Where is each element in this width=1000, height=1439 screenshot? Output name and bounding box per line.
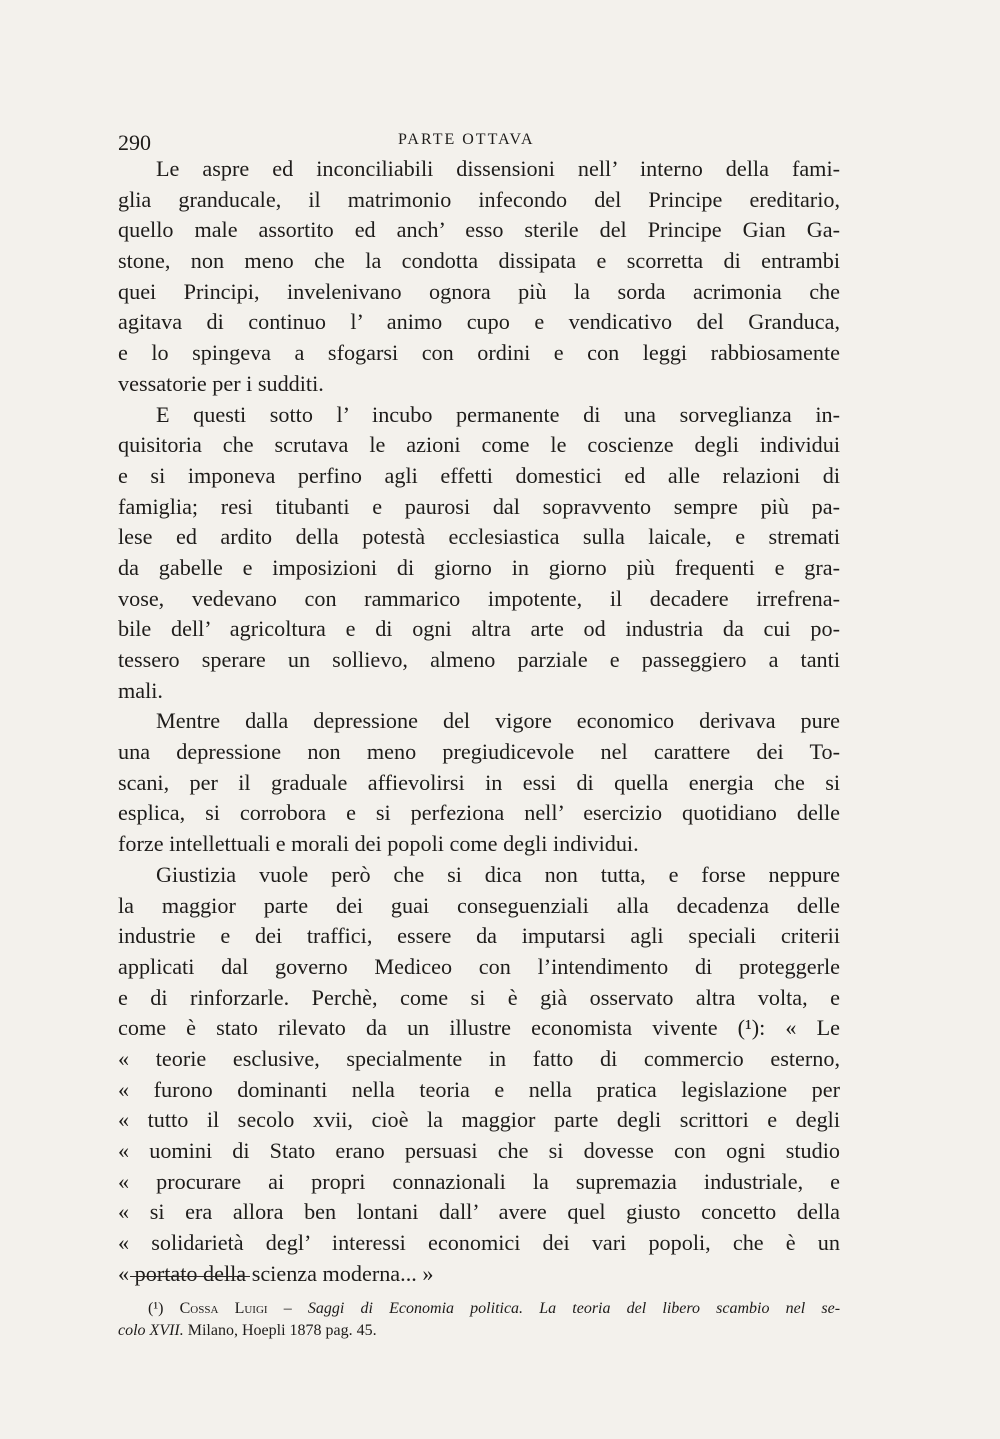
footnote-author: Cossa Luigi [179,1300,268,1317]
text-line: e si imponeva perfino agli effetti domestici ed alle relazioni di [118,462,840,488]
footnote [118,1298,840,1342]
footnote-publisher: Milano, Hoepli 1878 pag. 45. [187,1322,377,1339]
text-line: bile dell’ agricoltura e di ogni altra arte od industria da cui po- [118,616,840,642]
text-line: esplica, si corrobora e si perfeziona nell’ esercizio quotidiano delle [118,800,840,826]
text-line: industrie e dei traffici, essere da imputarsi agli speciali criterii [118,923,840,949]
text-line: mali. [118,677,163,703]
text-line: e di rinforzarle. Perchè, come si è già osservato altra volta, e [118,984,840,1010]
text-line: forze intellettuali e morali dei popoli come degli individui. [118,831,639,857]
text-line: « procurare ai propri connazionali la supremazia industriale, e [118,1168,840,1194]
body-text [118,154,840,1289]
footnote-line [118,1320,840,1342]
text-line: lese ed ardito della potestà ecclesiastica sulla laicale, e stremati [118,524,840,550]
footnote-rule [130,1276,250,1277]
text-line: stone, non meno che la condotta dissipata e scorretta di entrambi [118,248,840,274]
footnote-dash: – [283,1300,292,1317]
text-line: E questi sotto l’ incubo permanente di una sorveglianza in- [156,401,840,427]
text-line: vessatorie per i sudditi. [118,370,324,396]
text-line: glia granducale, il matrimonio infecondo del Principe ereditario, [118,186,840,212]
text-line: famiglia; resi titubanti e paurosi dal sopravvento sempre più pa- [118,493,840,519]
text-line: e lo spingeva a sfogarsi con ordini e con leggi rabbiosamente [118,340,840,366]
text-line: vose, vedevano con rammarico impotente, il decadere irrefrena- [118,585,840,611]
text-line: quello male assortito ed anch’ esso sterile del Principe Gian Ga- [118,217,840,243]
text-line: Le aspre ed inconciliabili dissensioni nell’ interno della fami- [156,156,840,181]
page-number: 290 [118,130,151,155]
text-line: « portato della scienza moderna... » [118,1260,434,1286]
text-line: come è stato rilevato da un illustre economista vivente (¹): « Le [118,1015,840,1041]
text-line: « uomini di Stato erano persuasi che si dovesse con ogni studio [118,1138,840,1163]
text-line: da gabelle e imposizioni di giorno in giorno più frequenti e gra- [118,554,840,580]
text-line: Giustizia vuole però che si dica non tutta, e forse neppure [156,861,840,887]
text-line: quei Principi, invelenivano ognora più la sorda acrimonia che [118,278,840,304]
text-line: agitava di continuo l’ animo cupo e vendicativo del Granduca, [118,309,840,335]
footnote-title: Saggi di Economia politica. La teoria del libero scambio nel se- [307,1300,841,1317]
footnote-marker: (¹) [148,1300,164,1317]
text-line: Mentre dalla depressione del vigore economico derivava pure [156,708,840,734]
text-line: « si era allora ben lontani dall’ avere quel giusto concetto della [118,1199,840,1225]
text-line: applicati dal governo Mediceo con l’intendimento di proteggerle [118,953,840,979]
footnote-title-cont: colo XVII. [118,1322,184,1339]
text-line: « solidarietà degl’ interessi economici dei vari popoli, che è un [118,1230,840,1256]
text-line: tessero sperare un sollievo, almeno parziale e passeggiero a tanti [118,647,840,672]
text-line: quisitoria che scrutava le azioni come le coscienze degli individui [118,432,840,458]
text-line: scani, per il graduale affievolirsi in essi di quella energia che si [118,769,840,795]
text-line: « teorie esclusive, specialmente in fatto di commercio esterno, [118,1045,840,1071]
running-title: PARTE OTTAVA [398,131,535,148]
text-line: la maggior parte dei guai conseguenziali alla decadenza delle [118,892,840,918]
footnote-line [118,1298,840,1320]
text-line: « furono dominanti nella teoria e nella pratica legislazione per [118,1076,840,1102]
text-line: una depressione non meno pregiudicevole nel carattere dei To- [118,739,840,765]
text-line: « tutto il secolo xvii, cioè la maggior parte degli scrittori e degli [118,1107,840,1133]
